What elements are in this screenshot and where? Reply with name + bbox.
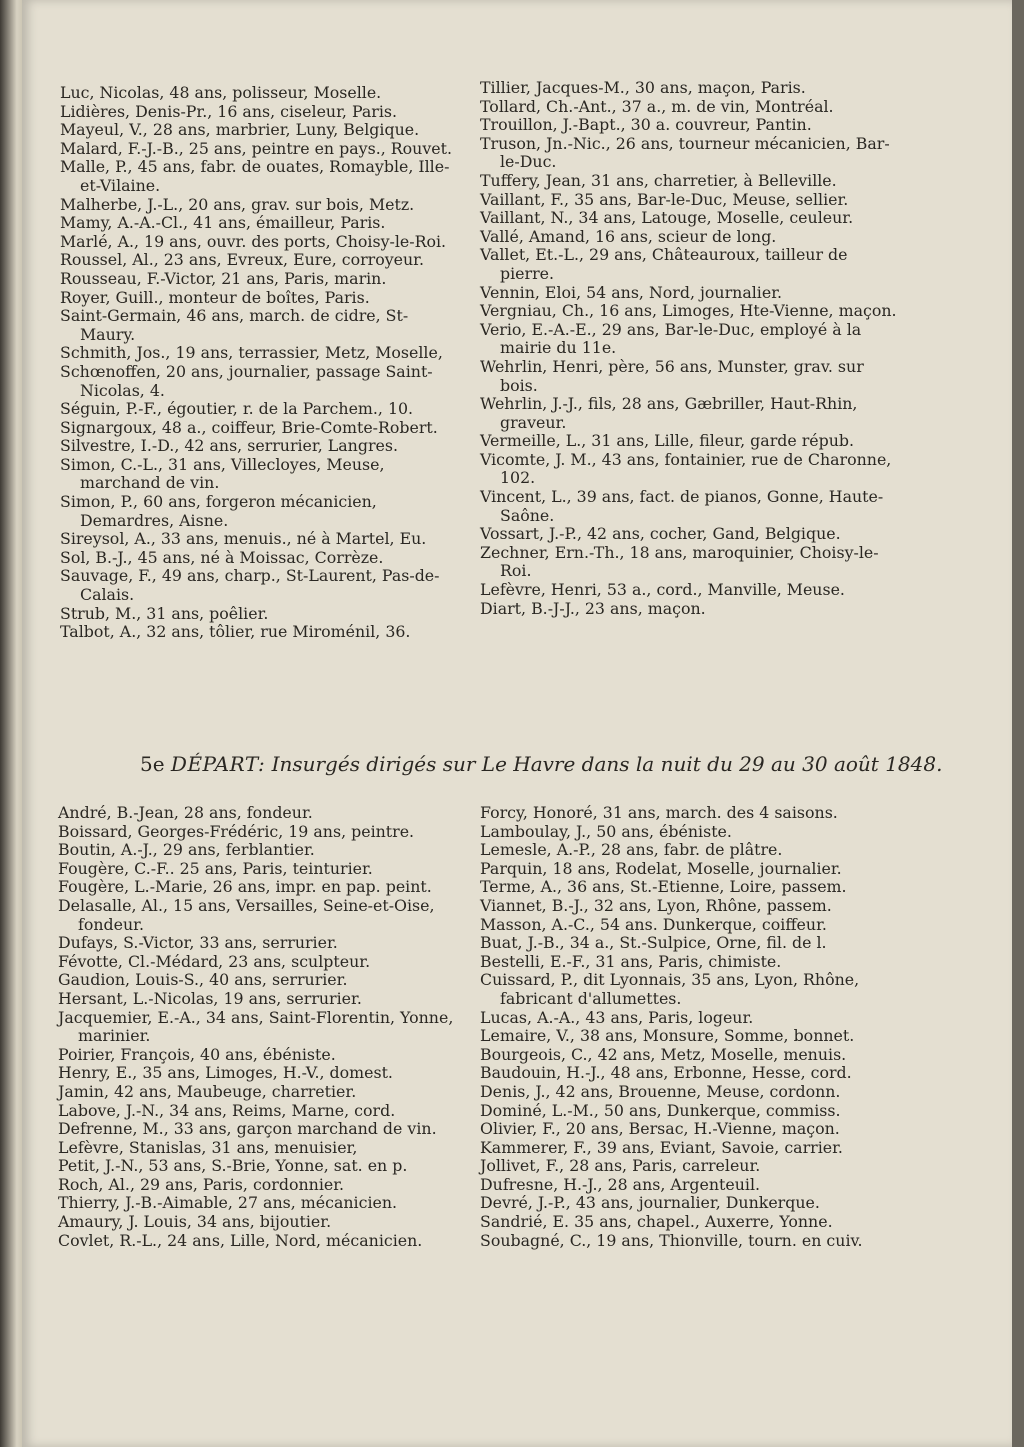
list-entry: Gaudion, Louis-S., 40 ans, serrurier. <box>58 970 348 990</box>
section1-right-column <box>480 79 900 618</box>
list-entry: Masson, A.-C., 54 ans. Dunkerque, coiffeur. <box>480 914 827 934</box>
list-entry: Silvestre, I.-D., 42 ans, serrurier, Langres. <box>60 436 398 456</box>
list-entry: Bestelli, E.-F., 31 ans, Paris, chimiste. <box>480 951 782 971</box>
list-entry: Olivier, F., 20 ans, Bersac, H.-Vienne, maçon. <box>480 1119 840 1139</box>
list-entry: Terme, A., 36 ans, St.-Etienne, Loire, passem. <box>480 877 847 897</box>
list-entry: Jamin, 42 ans, Maubeuge, charretier. <box>58 1081 357 1101</box>
list-entry: Poirier, François, 40 ans, ébéniste. <box>58 1044 336 1064</box>
list-entry: Schœnoffen, 20 ans, journalier, passage Saint-Nicolas, 4. <box>60 361 433 400</box>
list-entry: Lefèvre, Stanislas, 31 ans, menuisier, <box>58 1137 358 1157</box>
list-entry: Strub, M., 31 ans, poêlier. <box>60 603 269 623</box>
list-entry: Vaillant, F., 35 ans, Bar-le-Duc, Meuse, sellier. <box>480 189 849 209</box>
list-entry: Rousseau, F.-Victor, 21 ans, Paris, marin. <box>60 268 387 288</box>
scan-right-edge <box>1012 0 1024 1447</box>
list-entry: Sireysol, A., 33 ans, menuis., né à Martel, Eu. <box>60 529 427 549</box>
heading-depart: DÉPART: <box>170 752 266 776</box>
list-entry: Wehrlin, J.-J., fils, 28 ans, Gæbriller, Haut-Rhin, graveur. <box>480 394 858 432</box>
list-entry: Tuffery, Jean, 31 ans, charretier, à Belleville. <box>480 170 837 190</box>
list-entry: Labove, J.-N., 34 ans, Reims, Marne, cord. <box>58 1100 396 1120</box>
list-entry: Malard, F.-J.-B., 25 ans, peintre en pays., Rouvet. <box>60 138 452 158</box>
list-entry: Marlé, A., 19 ans, ouvr. des ports, Choisy-le-Roi. <box>60 231 447 251</box>
section1-left-column <box>60 84 462 642</box>
list-entry: Royer, Guill., monteur de boîtes, Paris. <box>60 287 370 307</box>
list-entry: Simon, P., 60 ans, forgeron mécanicien, Demardres, Aisne. <box>60 492 377 530</box>
list-entry: Truson, Jn.-Nic., 26 ans, tourneur mécanicien, Bar-le-Duc. <box>480 133 890 172</box>
list-entry: Defrenne, M., 33 ans, garçon marchand de vin. <box>58 1119 437 1139</box>
list-entry: Vallet, Et.-L., 29 ans, Châteauroux, tailleur de pierre. <box>480 245 848 283</box>
list-entry: Lamboulay, J., 50 ans, ébéniste. <box>480 821 732 841</box>
list-entry: Dufresne, H.-J., 28 ans, Argenteuil. <box>480 1174 761 1194</box>
list-entry: Mayeul, V., 28 ans, marbrier, Luny, Belgique. <box>60 120 420 140</box>
list-entry: Zechner, Ern.-Th., 18 ans, maroquinier, Choisy-le-Roi. <box>480 542 879 581</box>
list-entry: Sauvage, F., 49 ans, charp., St-Laurent, Pas-de-Calais. <box>60 566 440 605</box>
section2-right-column <box>480 804 900 1250</box>
list-entry: Petit, J.-N., 53 ans, S.-Brie, Yonne, sat. en p. <box>58 1156 408 1176</box>
list-entry: Févotte, Cl.-Médard, 23 ans, sculpteur. <box>58 951 371 971</box>
list-entry: Verio, E.-A.-E., 29 ans, Bar-le-Duc, employé à la mairie du 11e. <box>480 319 862 358</box>
list-entry: Amaury, J. Louis, 34 ans, bijoutier. <box>58 1212 332 1232</box>
list-entry: Baudouin, H.-J., 48 ans, Erbonne, Hesse, cord. <box>480 1063 852 1083</box>
scan-binding-edge <box>0 0 24 1447</box>
list-entry: Sol, B.-J., 45 ans, né à Moissac, Corrèze. <box>60 547 384 567</box>
list-entry: Lemesle, A.-P., 28 ans, fabr. de plâtre. <box>480 840 783 860</box>
list-entry: Thierry, J.-B.-Aimable, 27 ans, mécanicien. <box>58 1193 398 1213</box>
list-entry: Vallé, Amand, 16 ans, scieur de long. <box>480 226 777 246</box>
list-entry: Hersant, L.-Nicolas, 19 ans, serrurier. <box>58 988 362 1008</box>
list-entry: Denis, J., 42 ans, Brouenne, Meuse, cordonn. <box>480 1081 841 1101</box>
list-entry: Dufays, S.-Victor, 33 ans, serrurier. <box>58 933 338 953</box>
list-entry: Vossart, J.-P., 42 ans, cocher, Gand, Belgique. <box>480 524 841 544</box>
list-entry: Boutin, A.-J., 29 ans, ferblantier. <box>58 840 315 860</box>
section2-left-column <box>58 804 470 1250</box>
list-entry: Cuissard, P., dit Lyonnais, 35 ans, Lyon, Rhône, fabricant d'allumettes. <box>480 970 860 1008</box>
list-entry: Delasalle, Al., 15 ans, Versailles, Seine-et-Oise, fondeur. <box>58 895 435 934</box>
list-entry: Henry, E., 35 ans, Limoges, H.-V., domest. <box>58 1063 393 1083</box>
list-entry: Roussel, Al., 23 ans, Evreux, Eure, corroyeur. <box>60 250 425 270</box>
list-entry: Roch, Al., 29 ans, Paris, cordonnier. <box>58 1174 345 1194</box>
heading-number: 5e <box>140 752 165 776</box>
list-entry: Vincent, L., 39 ans, fact. de pianos, Gonne, Haute-Saône. <box>480 487 884 525</box>
list-entry: Tollard, Ch.-Ant., 37 a., m. de vin, Montréal. <box>480 96 834 116</box>
list-entry: Tillier, Jacques-M., 30 ans, maçon, Paris. <box>480 78 806 97</box>
list-entry: Vennin, Eloi, 54 ans, Nord, journalier. <box>480 282 783 302</box>
list-entry: Mamy, A.-A.-Cl., 41 ans, émailleur, Paris. <box>60 213 386 233</box>
list-entry: Lucas, A.-A., 43 ans, Paris, logeur. <box>480 1007 754 1027</box>
list-entry: Trouillon, J.-Bapt., 30 a. couvreur, Pantin. <box>480 115 812 135</box>
list-entry: Fougère, L.-Marie, 26 ans, impr. en pap. peint. <box>58 877 432 897</box>
list-entry: Séguin, P.-F., égoutier, r. de la Parchem., 10. <box>60 399 414 419</box>
list-entry: Boissard, Georges-Frédéric, 19 ans, peintre. <box>58 821 415 841</box>
list-entry: Viannet, B.-J., 32 ans, Lyon, Rhône, passem. <box>480 895 832 915</box>
list-entry: Jacquemier, E.-A., 34 ans, Saint-Florentin, Yonne, marinier. <box>58 1007 454 1046</box>
list-entry: Saint-Germain, 46 ans, march. de cidre, St-Maury. <box>60 306 409 344</box>
list-entry: Sandrié, E. 35 ans, chapel., Auxerre, Yonne. <box>480 1212 833 1232</box>
list-entry: Parquin, 18 ans, Rodelat, Moselle, journalier. <box>480 858 842 878</box>
list-entry: Soubagné, C., 19 ans, Thionville, tourn. en cuiv. <box>480 1230 863 1250</box>
list-entry: Malherbe, J.-L., 20 ans, grav. sur bois, Metz. <box>60 194 415 214</box>
heading-text: Insurgés dirigés sur Le Havre dans la nuit du 29 au 30 août 1848. <box>271 752 943 776</box>
list-entry: Dominé, L.-M., 50 ans, Dunkerque, commiss. <box>480 1100 841 1120</box>
list-entry: Malle, P., 45 ans, fabr. de ouates, Romayble, Ille-et-Vilaine. <box>60 157 450 195</box>
list-entry: Signargoux, 48 a., coiffeur, Brie-Comte-Robert. <box>60 417 438 437</box>
list-entry: Forcy, Honoré, 31 ans, march. des 4 saisons. <box>480 803 838 822</box>
list-entry: Talbot, A., 32 ans, tôlier, rue Miroménil, 36. <box>60 622 411 642</box>
list-entry: Devré, J.-P., 43 ans, journalier, Dunkerque. <box>480 1193 820 1213</box>
list-entry: Lidières, Denis-Pr., 16 ans, ciseleur, Paris. <box>60 101 398 121</box>
section-heading <box>140 752 943 776</box>
list-entry: Vicomte, J. M., 43 ans, fontainier, rue de Charonne, 102. <box>480 449 892 488</box>
list-entry: Kammerer, F., 39 ans, Eviant, Savoie, carrier. <box>480 1137 843 1157</box>
list-entry: Fougère, C.-F.. 25 ans, Paris, teinturier. <box>58 858 373 878</box>
list-entry: Lefèvre, Henri, 53 a., cord., Manville, Meuse. <box>480 580 845 600</box>
list-entry: Buat, J.-B., 34 a., St.-Sulpice, Orne, fil. de l. <box>480 933 827 953</box>
list-entry: Diart, B.-J-J., 23 ans, maçon. <box>480 598 706 618</box>
list-entry: Schmith, Jos., 19 ans, terrassier, Metz, Moselle, <box>60 343 443 363</box>
list-entry: Covlet, R.-L., 24 ans, Lille, Nord, mécanicien. <box>58 1230 423 1250</box>
list-entry: Vergniau, Ch., 16 ans, Limoges, Hte-Vienne, maçon. <box>480 301 897 321</box>
list-entry: Vermeille, L., 31 ans, Lille, fileur, garde répub. <box>480 431 855 451</box>
list-entry: Wehrlin, Henri, père, 56 ans, Munster, grav. sur bois. <box>480 356 864 395</box>
list-entry: Bourgeois, C., 42 ans, Metz, Moselle, menuis. <box>480 1044 847 1064</box>
list-entry: Lemaire, V., 38 ans, Monsure, Somme, bonnet. <box>480 1026 855 1046</box>
list-entry: Jollivet, F., 28 ans, Paris, carreleur. <box>480 1156 761 1176</box>
list-entry: Simon, C.-L., 31 ans, Villecloyes, Meuse, marchand de vin. <box>60 454 385 493</box>
list-entry: Vaillant, N., 34 ans, Latouge, Moselle, ceuleur. <box>480 208 854 228</box>
list-entry: André, B.-Jean, 28 ans, fondeur. <box>58 803 313 822</box>
list-entry: Luc, Nicolas, 48 ans, polisseur, Moselle. <box>60 83 382 102</box>
